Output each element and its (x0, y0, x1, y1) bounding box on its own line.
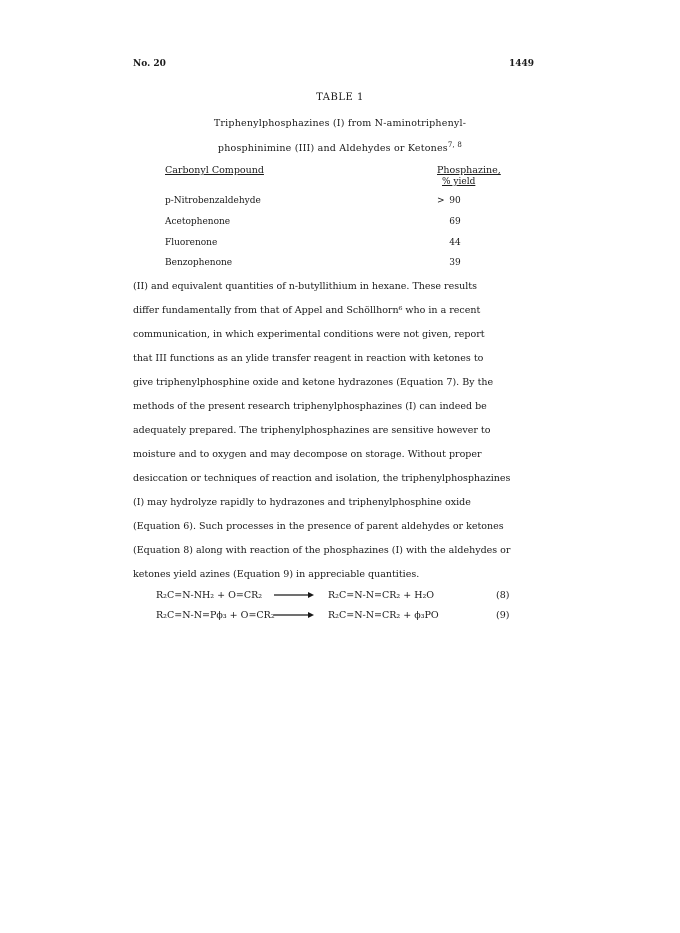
body-line: adequately prepared. The triphenylphosphazines are sensitive however to (133, 425, 491, 436)
journal-issue-number: No. 20 (133, 59, 166, 69)
column-header-compound: Carbonyl Compound (165, 165, 264, 176)
body-line: that III functions as an ylide transfer reagent in reaction with ketones to (133, 353, 484, 364)
body-line: ketones yield azines (Equation 9) in appreciable quantities. (133, 569, 420, 580)
table-caption-line-2 (0, 141, 680, 154)
body-line: (Equation 6). Such processes in the presence of parent aldehydes or ketones (133, 521, 504, 532)
page-number: 1449 (509, 59, 535, 69)
body-line: communication, in which experimental conditions were not given, report (133, 329, 485, 340)
body-line: methods of the present research triphenylphosphazines (I) can indeed be (133, 401, 487, 412)
compound-name: Acetophenone (165, 217, 231, 227)
equation-lhs: R₂C=N-NH₂ + O=CR₂ (156, 590, 263, 601)
body-line: give triphenylphosphine oxide and ketone hydrazones (Equation 7). By the (133, 377, 494, 388)
equation-rhs: R₂C=N-N=CR₂ + ϕ₃PO (328, 610, 439, 621)
table-caption-reference: 7, 8 (447, 141, 463, 149)
body-line: moisture and to oxygen and may decompose on storage. Without proper (133, 449, 482, 460)
compound-name: Benzophenone (165, 258, 233, 268)
table-caption-line-1: Triphenylphosphazines (I) from N-aminotriphenyl- (213, 118, 467, 129)
yield-value: 90 (449, 196, 461, 206)
yield-comparator: > (437, 196, 445, 206)
table-title: TABLE 1 (316, 92, 364, 103)
yield-value: 39 (449, 258, 461, 268)
table-caption-text: phosphinimine (III) and Aldehydes or Ketones (217, 143, 448, 155)
equation-number: (9) (496, 610, 510, 621)
equation-lhs: R₂C=N-N=Pϕ₃ + O=CR₂ (156, 610, 275, 621)
body-line: differ fundamentally from that of Appel and Schöllhorn⁶ who in a recent (133, 305, 481, 316)
yield-value: 44 (449, 238, 461, 248)
column-header-yield: % yield (442, 177, 476, 187)
body-line: desiccation or techniques of reaction and isolation, the triphenylphosphazines (133, 473, 511, 484)
body-line: (I) may hydrolyze rapidly to hydrazones and triphenylphosphine oxide (133, 497, 471, 508)
equation-rhs: R₂C=N-N=CR₂ + H₂O (328, 590, 435, 601)
compound-name: p-Nitrobenzaldehyde (165, 196, 261, 206)
body-line: (II) and equivalent quantities of n-butyllithium in hexane. These results (133, 281, 477, 292)
reaction-arrow-icon (274, 590, 314, 600)
body-line: (Equation 8) along with reaction of the phosphazines (I) with the aldehydes or (133, 545, 511, 556)
compound-name: Fluorenone (165, 238, 218, 248)
reaction-arrow-icon (274, 610, 314, 620)
equation-number: (8) (496, 590, 510, 601)
column-header-phosphazine: Phosphazine, (437, 165, 501, 176)
yield-value: 69 (449, 217, 461, 227)
